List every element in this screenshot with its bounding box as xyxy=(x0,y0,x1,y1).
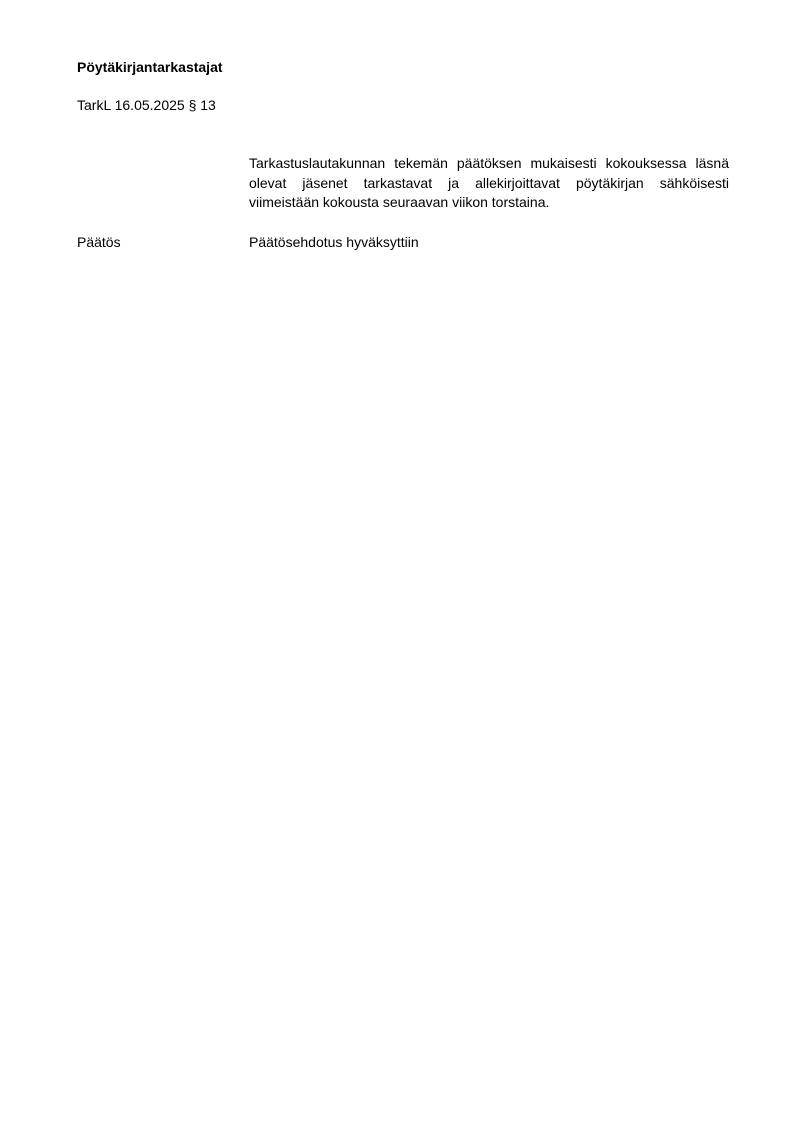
decision-value: Päätösehdotus hyväksyttiin xyxy=(249,234,419,250)
body-paragraph: Tarkastuslautakunnan tekemän päätöksen mukaisesti kokouksessa läsnä olevat jäsenet tarkastavat ja allekirjoittavat pöytäkirjan sähköisesti viimeistään kokousta seuraavan viikon torstaina. xyxy=(249,155,729,210)
decision-label: Päätös xyxy=(77,234,121,250)
section-title: Pöytäkirjantarkastajat xyxy=(77,59,223,75)
meeting-reference: TarkL 16.05.2025 § 13 xyxy=(77,97,216,113)
